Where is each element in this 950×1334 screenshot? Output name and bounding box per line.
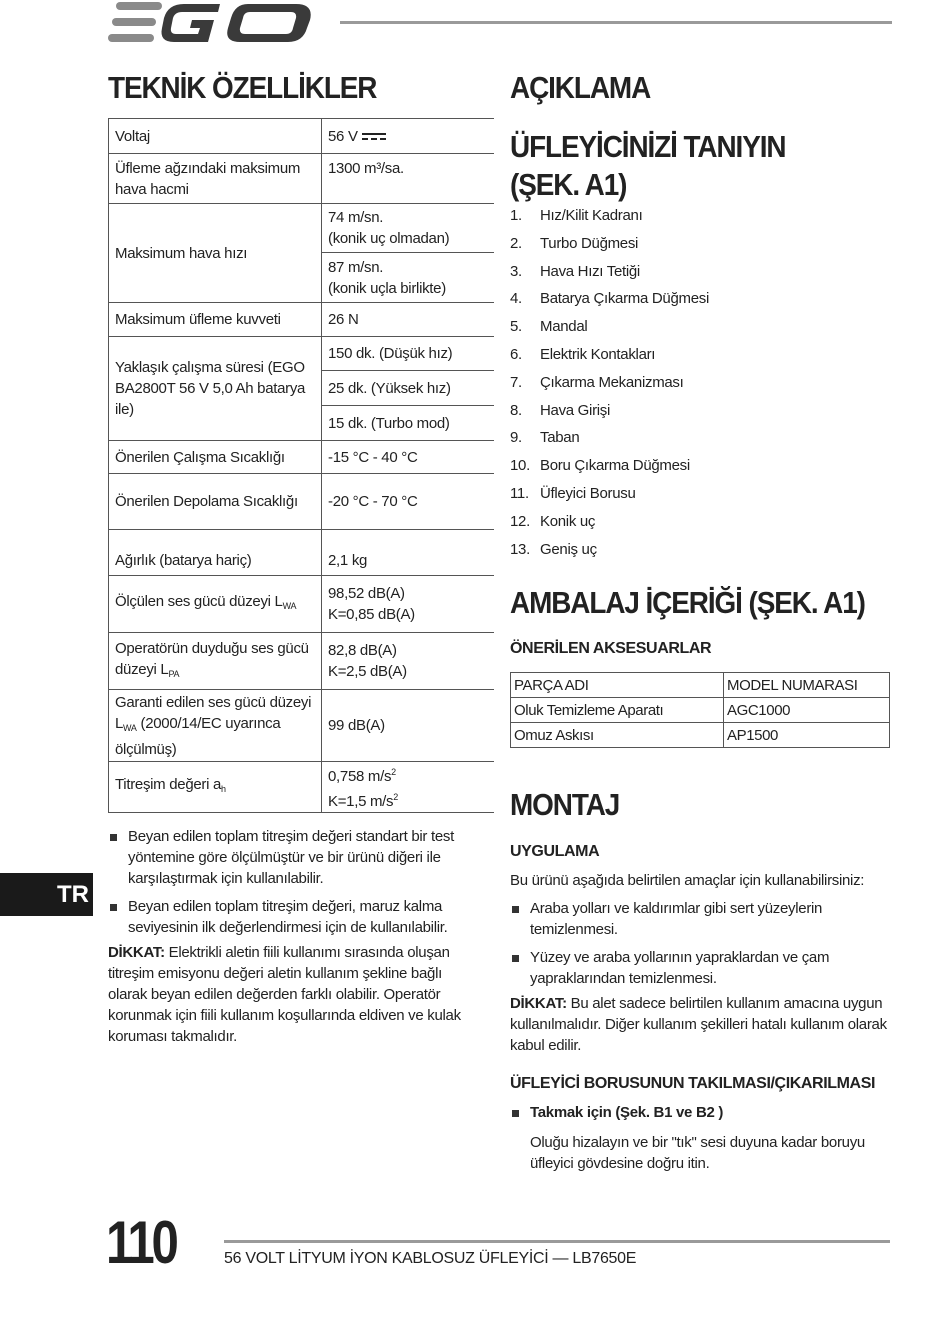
runtime-high: 25 dk. (Yüksek hız) (322, 371, 495, 406)
dc-symbol-icon (362, 132, 386, 142)
table-row (109, 530, 495, 576)
table-header-row (511, 673, 890, 698)
table-row (109, 441, 495, 474)
ego-logo (108, 0, 323, 48)
footer-title: 56 VOLT LİTYUM İYON KABLOSUZ ÜFLEYİCİ — LB7650E (224, 1250, 637, 1267)
application-title: UYGULAMA (510, 843, 600, 860)
list-item: 4. Batarya Çıkarma Düğmesi (510, 290, 709, 308)
accessories-table (510, 672, 890, 748)
list-item: 6. Elektrik Kontakları (510, 345, 656, 363)
col-model-number: MODEL NUMARASI (724, 673, 890, 698)
table-row (109, 303, 495, 337)
bullet-icon (512, 955, 519, 962)
tech-specs-title: TEKNİK ÖZELLİKLER (108, 70, 377, 105)
list-item: 2. Turbo Düğmesi (510, 234, 639, 252)
table-row (109, 762, 495, 813)
list-item: Araba yolları ve kaldırımlar gibi sert yüzeylerin temizlenmesi. (510, 898, 895, 940)
application-warning-text: Bu alet sadece belirtilen kullanım amacına uygun kullanılmalıdır. Diğer kullanım şekilleri hatalı kullanım olarak kabul edilir. (510, 995, 887, 1054)
speed-label: Maksimum hava hızı (109, 204, 322, 303)
lpa-k: K=2,5 dB(A) (328, 663, 407, 680)
bullet-icon (110, 834, 117, 841)
table-row (109, 154, 495, 204)
glwa-label-2a: L (115, 714, 124, 732)
warning-paragraph (108, 942, 468, 1047)
bullet-icon (512, 906, 519, 913)
list-item: 13. Geniş uç (510, 540, 597, 558)
list-item: Yüzey ve araba yollarının yapraklardan ve çam yapraklarından temizlenmesi. (510, 947, 895, 989)
table-row (109, 474, 495, 530)
table-row (109, 633, 495, 690)
header-rule (340, 21, 892, 24)
application-warning-label: DİKKAT: (510, 995, 567, 1012)
package-contents-title: AMBALAJ İÇERİĞİ (ŞEK. A1) (510, 585, 865, 620)
speed-value-2: 87 m/sn. (328, 258, 384, 276)
runtime-turbo: 15 dk. (Turbo mod) (322, 406, 495, 441)
glwa-label-2b: (2000/14/EC uyarınca (136, 714, 281, 732)
list-item: 1. Hız/Kilit Kadranı (510, 207, 643, 224)
vib-label: Titreşim değeri a (115, 776, 222, 793)
lpa-label-2: düzeyi L (115, 660, 169, 678)
list-item: 10. Boru Çıkarma Düğmesi (510, 457, 690, 475)
vib-value-sup: 2 (391, 767, 396, 777)
list-item: 5. Mandal (510, 318, 588, 336)
weight-value: 2,1 kg (322, 530, 495, 576)
list-item: Beyan edilen toplam titreşim değeri standart bir test yöntemine göre ölçülmüştür ve bir ürünü diğeri ile karşılaştırmak için kullanılabilir. (108, 826, 468, 889)
accessories-title: ÖNERİLEN AKSESUARLAR (510, 640, 712, 657)
lwa-label: Ölçülen ses gücü düzeyi L (115, 593, 283, 610)
list-item: 11. Üfleyici Borusu (510, 484, 636, 502)
op-temp-value: -15 °C - 40 °C (322, 441, 495, 474)
parts-list (510, 206, 709, 567)
lwa-value: 98,52 dB(A) (328, 585, 405, 602)
vibration-notes (108, 826, 468, 938)
lwa-sub: WA (282, 601, 297, 611)
speed-value-1: 74 m/sn. (328, 209, 384, 226)
table-row (109, 204, 495, 253)
force-label: Maksimum üfleme kuvveti (109, 303, 322, 337)
warning-label: DİKKAT: (108, 944, 165, 961)
attach-text: Oluğu hizalayın ve bir "tık" sesi duyuna kadar boruyu üfleyici gövdesine doğru itin. (530, 1134, 865, 1172)
list-item: 12. Konik uç (510, 512, 596, 530)
glwa-sub: WA (123, 722, 137, 733)
list-item: Beyan edilen toplam titreşim değeri, maruz kalma seviyesinin ilk değerlendirmesi için de kullanılabilir. (108, 896, 468, 938)
col-part-name: PARÇA ADI (511, 673, 724, 698)
runtime-low: 150 dk. (Düşük hız) (322, 337, 495, 371)
list-item: 3. Hava Hızı Tetiği (510, 262, 640, 280)
force-value: 26 N (322, 303, 495, 337)
bullet-icon (110, 904, 117, 911)
footer-rule (224, 1240, 890, 1243)
page-number: 110 (106, 1209, 176, 1276)
lpa-sub: PA (168, 668, 180, 679)
attach-list (510, 1102, 895, 1123)
application-intro: Bu ürünü aşağıda belirtilen amaçlar için kullanabilirsiniz: (510, 872, 865, 889)
language-tab: TR (0, 873, 93, 916)
weight-label: Ağırlık (batarya hariç) (109, 530, 322, 576)
vib-value: 0,758 m/s (328, 768, 392, 785)
tube-section-title: ÜFLEYİCİ BORUSUNUN TAKILMASI/ÇIKARILMASI (510, 1075, 876, 1092)
list-item: 8. Hava Girişi (510, 401, 611, 419)
glwa-label-3: ölçülmüş) (115, 740, 177, 758)
bullet-icon (512, 1110, 519, 1117)
lwa-k: K=0,85 dB(A) (328, 606, 415, 623)
list-item: 7. Çıkarma Mekanizması (510, 373, 684, 391)
table-row (109, 576, 495, 633)
lpa-label-1: Operatörün duyduğu ses gücü (115, 639, 309, 657)
vib-k: K=1,5 m/s (328, 793, 394, 810)
airflow-label: Üfleme ağzındaki maksimum hava hacmi (109, 154, 322, 204)
table-row (109, 119, 495, 154)
vib-k-sup: 2 (393, 792, 398, 802)
know-your-blower-title-1: ÜFLEYİCİNİZİ TANIYIN (510, 129, 786, 164)
op-temp-label: Önerilen Çalışma Sıcaklığı (109, 441, 322, 474)
application-warning (510, 993, 895, 1056)
description-title: AÇIKLAMA (510, 70, 651, 105)
speed-note-1: (konik uç olmadan) (328, 230, 450, 247)
glwa-value: 99 dB(A) (322, 690, 495, 762)
vib-sub: h (221, 784, 226, 794)
list-item: 9. Taban (510, 429, 580, 447)
glwa-label-1: Garanti edilen ses gücü düzeyi (115, 693, 312, 711)
voltage-label: Voltaj (109, 119, 322, 154)
application-list (510, 898, 895, 989)
table-row (109, 690, 495, 762)
spec-table (108, 118, 494, 813)
store-temp-value: -20 °C - 70 °C (322, 474, 495, 530)
store-temp-label: Önerilen Depolama Sıcaklığı (109, 474, 322, 530)
attach-title: Takmak için (Şek. B1 ve B2 ) (530, 1104, 724, 1121)
runtime-label: Yaklaşık çalışma süresi (EGO BA2800T 56 V 5,0 Ah batarya ile) (109, 337, 322, 441)
table-row: Oluk Temizleme Aparatı AGC1000 (511, 698, 890, 723)
lpa-value: 82,8 dB(A) (328, 642, 397, 659)
airflow-value: 1300 m³/sa. (322, 154, 495, 204)
list-item (510, 1102, 895, 1123)
warning-text: Elektrikli aletin fiili kullanımı sırasında oluşan titreşim emisyonu değeri aletin kullanım şekline bağlı olarak beyan edilen değerden farklı olabilir. Operatör korunmak için fiili kullanım koşullarında eldiven ve kulak koruması takmalıdır. (108, 944, 461, 1045)
assembly-title: MONTAJ (510, 787, 620, 822)
know-your-blower-title-2: (ŞEK. A1) (510, 167, 627, 202)
table-row (109, 337, 495, 371)
speed-note-2: (konik uçla birlikte) (328, 279, 446, 297)
table-row: Omuz Askısı AP1500 (511, 723, 890, 748)
voltage-value: 56 V (328, 127, 358, 145)
